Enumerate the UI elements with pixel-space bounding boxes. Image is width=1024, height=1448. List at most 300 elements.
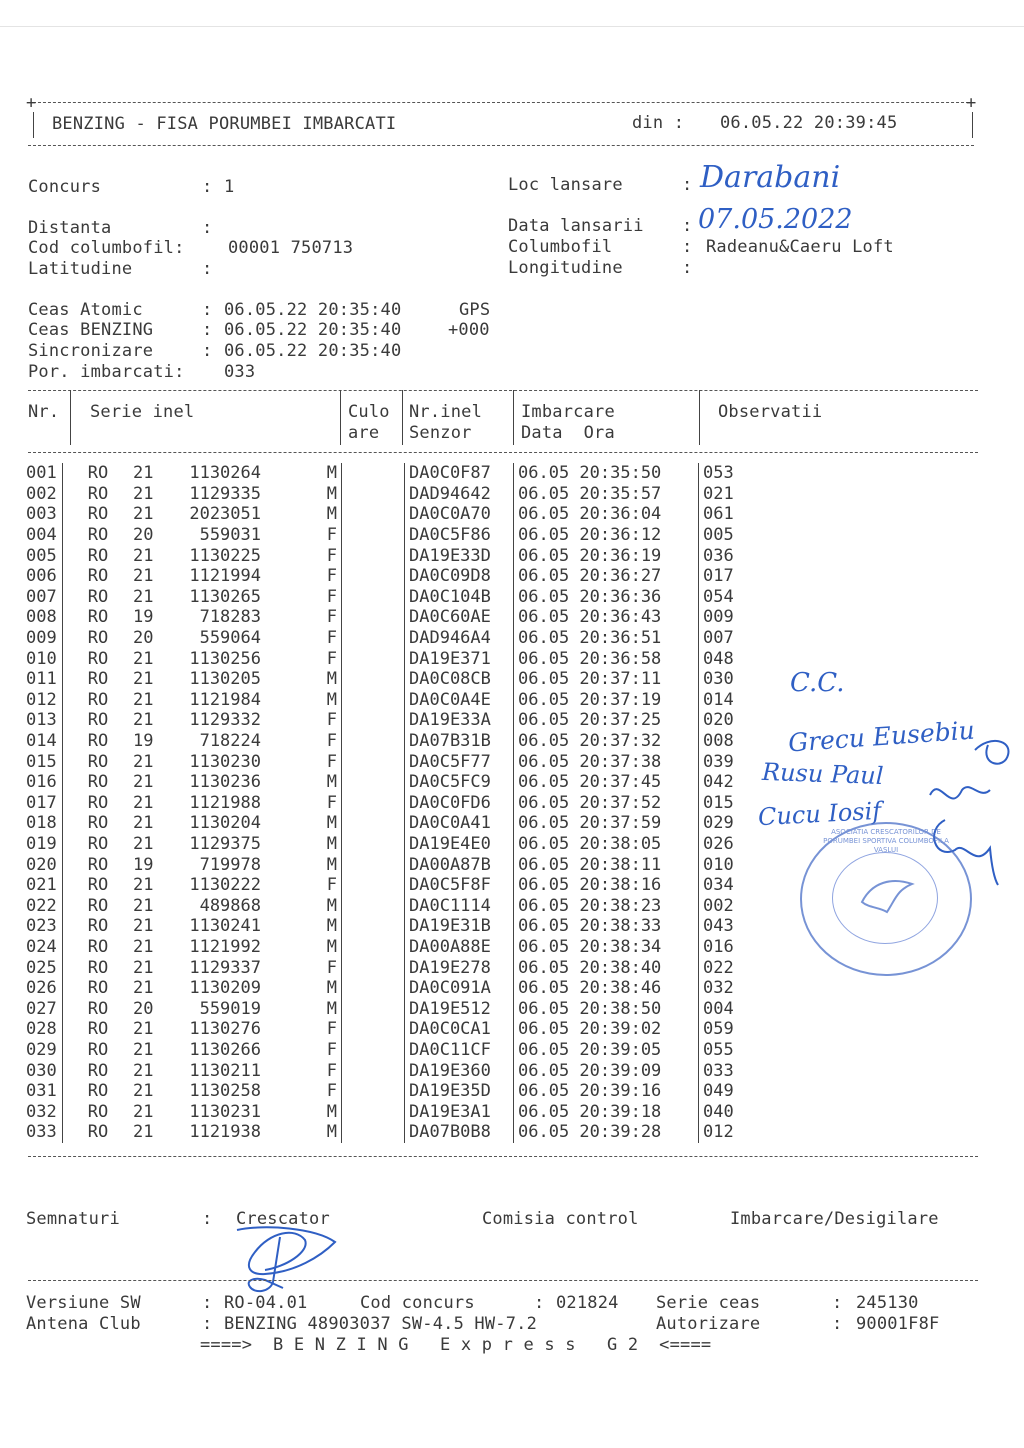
row-number: 030 [26, 1060, 63, 1081]
header-bottom-border [28, 145, 974, 146]
col-header-nrinel-2: Senzor [409, 423, 472, 443]
row-country: RO [87, 916, 109, 937]
row-observatii: 002 [703, 895, 734, 916]
row-year: 21 [133, 751, 154, 772]
row-number: 009 [26, 628, 63, 649]
row-ring-number: 489868 [199, 895, 261, 916]
row-observatii: 016 [703, 936, 734, 957]
row-observatii: 034 [703, 875, 734, 896]
row-sensor: DA0C0A4E [405, 690, 514, 711]
row-number: 008 [26, 607, 63, 628]
row-sensor: DA0C5F86 [405, 525, 514, 546]
row-country: RO [87, 669, 109, 690]
row-observatii: 053 [703, 463, 734, 484]
serie-ceas-value: 245130 [856, 1293, 919, 1313]
row-year: 21 [133, 1101, 154, 1122]
table-row [26, 545, 763, 566]
row-datetime: 06.05 20:36:36 [514, 587, 699, 608]
row-color [342, 854, 405, 875]
row-sensor: DA0C5F8F [405, 875, 514, 896]
row-ring-number: 1130241 [189, 916, 261, 937]
row-sex: F [261, 566, 342, 587]
row-sensor: DA0C5F77 [405, 751, 514, 772]
row-number: 007 [26, 587, 63, 608]
row-year: 21 [133, 504, 154, 525]
col-header-nrinel-1: Nr.inel [409, 402, 483, 422]
row-color [342, 545, 405, 566]
table-row [26, 1019, 763, 1040]
row-datetime: 06.05 20:36:51 [514, 628, 699, 649]
header-date-label: din : [632, 113, 685, 133]
row-color [342, 1122, 405, 1143]
header-top-border [28, 102, 974, 103]
col-header-serie: Serie inel [90, 402, 195, 422]
versiune-label: Versiune SW [26, 1293, 141, 1313]
row-year: 19 [133, 854, 154, 875]
club-stamp [800, 822, 972, 976]
columbofil-colon: : [682, 237, 693, 257]
table-row [26, 813, 763, 834]
row-country: RO [87, 936, 109, 957]
row-sex: F [261, 1060, 342, 1081]
row-color [342, 772, 405, 793]
row-datetime: 06.05 20:39:28 [514, 1122, 699, 1143]
row-number: 016 [26, 772, 63, 793]
row-country: RO [87, 978, 109, 999]
row-ring-number: 718283 [199, 607, 261, 628]
ceas-benzing-colon: : [202, 320, 213, 340]
row-observatii: 042 [703, 772, 734, 793]
row-observatii: 040 [703, 1101, 734, 1122]
row-year: 21 [133, 648, 154, 669]
row-country: RO [87, 504, 109, 525]
row-year: 21 [133, 669, 154, 690]
row-datetime: 06.05 20:37:38 [514, 751, 699, 772]
row-datetime: 06.05 20:36:12 [514, 525, 699, 546]
imbarcati-label: Por. imbarcati: [28, 362, 185, 382]
row-number: 024 [26, 937, 63, 958]
row-year: 21 [133, 916, 154, 937]
row-observatii: 054 [703, 586, 734, 607]
row-ring-number: 1130265 [189, 586, 261, 607]
row-color [342, 957, 405, 978]
autorizare-label: Autorizare [656, 1314, 761, 1334]
row-sensor: DA19E4E0 [405, 834, 514, 855]
row-ring-number: 1130205 [189, 669, 261, 690]
row-number: 015 [26, 751, 63, 772]
table-row [26, 504, 763, 525]
row-color [342, 587, 405, 608]
row-datetime: 06.05 20:35:57 [514, 484, 699, 505]
commission-name-1: Grecu Eusebiu [787, 715, 976, 758]
row-year: 21 [133, 792, 154, 813]
row-sex: M [261, 895, 342, 916]
row-year: 21 [133, 1019, 154, 1040]
table-row [26, 854, 763, 875]
longitudine-colon: : [682, 258, 693, 278]
ceas-atomic-label: Ceas Atomic [28, 300, 143, 320]
row-datetime: 06.05 20:36:04 [514, 504, 699, 525]
pigeon-table-body [26, 463, 763, 1143]
row-sensor: DA0C0F87 [405, 463, 514, 484]
row-year: 21 [133, 772, 154, 793]
row-year: 21 [133, 895, 154, 916]
table-row [26, 998, 763, 1019]
row-sex: M [261, 998, 342, 1019]
row-datetime: 06.05 20:37:59 [514, 813, 699, 834]
row-observatii: 014 [703, 689, 734, 710]
row-sensor: DA19E35D [405, 1081, 514, 1102]
table-row [26, 463, 763, 484]
row-sex: M [261, 937, 342, 958]
row-sensor: DA0C08CB [405, 669, 514, 690]
row-sensor: DA0C11CF [405, 1040, 514, 1061]
row-country: RO [87, 545, 109, 566]
header-left-border [33, 112, 34, 138]
stamp-text: ASOCIATIA CRESCATORILOR DE PORUMBEI SPORTIVA COLUMBOFILA VASLUI [823, 828, 949, 854]
row-country: RO [87, 854, 109, 875]
ceas-atomic-suffix: GPS [459, 300, 491, 320]
row-color [342, 875, 405, 896]
row-sensor: DA19E33A [405, 710, 514, 731]
row-ring-number: 559019 [199, 998, 261, 1019]
table-header-sep-2 [340, 390, 341, 445]
concurs-label: Concurs [28, 177, 102, 197]
row-year: 21 [133, 1081, 154, 1102]
row-sex: F [261, 545, 342, 566]
row-number: 001 [26, 463, 63, 484]
row-observatii: 033 [703, 1060, 734, 1081]
row-sensor: DAD94642 [405, 484, 514, 505]
row-datetime: 06.05 20:38:46 [514, 978, 699, 999]
row-observatii: 010 [703, 854, 734, 875]
cod-concurs-value: 021824 [556, 1293, 619, 1313]
row-sensor: DA19E278 [405, 957, 514, 978]
antena-value: BENZING 48903037 SW-4.5 HW-7.2 [224, 1314, 538, 1334]
row-observatii: 015 [703, 792, 734, 813]
row-sex: M [261, 854, 342, 875]
row-sex: M [261, 690, 342, 711]
table-row [26, 916, 763, 937]
row-year: 21 [133, 566, 154, 587]
row-color [342, 1040, 405, 1061]
row-country: RO [87, 1019, 109, 1040]
row-number: 027 [26, 998, 63, 1019]
versiune-colon: : [202, 1293, 213, 1313]
row-ring-number: 1130266 [189, 1039, 261, 1060]
row-sex: M [261, 813, 342, 834]
row-color [342, 937, 405, 958]
row-sensor: DA0C1114 [405, 895, 514, 916]
row-number: 029 [26, 1040, 63, 1061]
data-lansarii-handwritten: 07.05.2022 [698, 204, 853, 235]
row-year: 21 [133, 833, 154, 854]
row-color [342, 998, 405, 1019]
table-header-bottom-border [28, 452, 978, 453]
row-color [342, 1060, 405, 1081]
table-row [26, 525, 763, 546]
col-header-imbarcare-1: Imbarcare [521, 402, 615, 422]
row-country: RO [87, 586, 109, 607]
row-year: 20 [133, 525, 154, 546]
row-color [342, 834, 405, 855]
row-datetime: 06.05 20:37:45 [514, 772, 699, 793]
distanta-label: Distanta [28, 218, 112, 238]
row-country: RO [87, 1122, 109, 1143]
row-ring-number: 1130236 [189, 772, 261, 793]
row-sensor: DAD946A4 [405, 628, 514, 649]
table-row [26, 690, 763, 711]
row-ring-number: 1130231 [189, 1101, 261, 1122]
row-sex: F [261, 1019, 342, 1040]
row-number: 011 [26, 669, 63, 690]
row-observatii: 005 [703, 525, 734, 546]
table-row [26, 772, 763, 793]
row-number: 004 [26, 525, 63, 546]
comisia-control-label: Comisia control [482, 1209, 639, 1229]
pigeon-table [26, 463, 763, 1143]
row-observatii: 026 [703, 833, 734, 854]
row-datetime: 06.05 20:38:34 [514, 937, 699, 958]
commission-mark: C.C. [790, 668, 845, 698]
row-country: RO [87, 751, 109, 772]
row-color [342, 607, 405, 628]
table-header-sep-1 [70, 390, 71, 445]
sincronizare-value: 06.05.22 20:35:40 [224, 341, 402, 361]
row-datetime: 06.05 20:39:09 [514, 1060, 699, 1081]
row-country: RO [87, 710, 109, 731]
row-number: 022 [26, 895, 63, 916]
distanta-colon: : [202, 218, 213, 238]
table-row [26, 1040, 763, 1061]
row-ring-number: 1129337 [189, 957, 261, 978]
row-number: 010 [26, 648, 63, 669]
row-color [342, 504, 405, 525]
row-ring-number: 559064 [199, 628, 261, 649]
row-number: 031 [26, 1081, 63, 1102]
row-sensor: DA00A88E [405, 937, 514, 958]
row-country: RO [87, 957, 109, 978]
row-ring-number: 1130258 [189, 1081, 261, 1102]
row-observatii: 061 [703, 504, 734, 525]
row-sensor: DA19E3A1 [405, 1101, 514, 1122]
row-country: RO [87, 483, 109, 504]
row-sex: M [261, 1101, 342, 1122]
table-row [26, 566, 763, 587]
cod-columbofil-label: Cod columbofil: [28, 238, 185, 258]
col-header-imbarcare-2: Data Ora [521, 423, 615, 443]
row-year: 21 [133, 957, 154, 978]
row-datetime: 06.05 20:36:27 [514, 566, 699, 587]
table-row [26, 895, 763, 916]
col-header-observatii: Observatii [718, 402, 823, 422]
row-sex: M [261, 504, 342, 525]
row-datetime: 06.05 20:37:19 [514, 690, 699, 711]
table-bottom-border [28, 1156, 978, 1157]
row-number: 012 [26, 690, 63, 711]
row-year: 21 [133, 1060, 154, 1081]
row-datetime: 06.05 20:39:16 [514, 1081, 699, 1102]
col-header-culoare-1: Culo [348, 402, 390, 422]
row-ring-number: 1129335 [189, 483, 261, 504]
sincronizare-colon: : [202, 341, 213, 361]
row-observatii: 036 [703, 545, 734, 566]
row-ring-number: 1121938 [189, 1122, 261, 1143]
row-datetime: 06.05 20:38:16 [514, 875, 699, 896]
row-number: 013 [26, 710, 63, 731]
row-year: 21 [133, 710, 154, 731]
cod-concurs-colon: : [534, 1293, 545, 1313]
row-country: RO [87, 463, 109, 484]
row-year: 21 [133, 545, 154, 566]
row-observatii: 048 [703, 648, 734, 669]
row-year: 21 [133, 586, 154, 607]
row-number: 017 [26, 793, 63, 814]
row-ring-number: 1121984 [189, 689, 261, 710]
row-year: 21 [133, 875, 154, 896]
concurs-colon: : [202, 177, 213, 197]
table-row [26, 628, 763, 649]
table-row [26, 1060, 763, 1081]
table-row [26, 751, 763, 772]
row-color [342, 710, 405, 731]
row-sex: F [261, 1040, 342, 1061]
autorizare-value: 90001F8F [856, 1314, 940, 1334]
row-color [342, 1019, 405, 1040]
table-row [26, 648, 763, 669]
row-year: 19 [133, 731, 154, 752]
row-year: 21 [133, 813, 154, 834]
columbofil-label: Columbofil [508, 237, 613, 257]
ceas-benzing-suffix: +000 [448, 320, 490, 340]
footer-top-border [28, 1280, 978, 1281]
row-sex: F [261, 1081, 342, 1102]
row-sex: M [261, 978, 342, 999]
col-header-nr: Nr. [28, 402, 60, 422]
row-ring-number: 719978 [199, 854, 261, 875]
row-datetime: 06.05 20:36:43 [514, 607, 699, 628]
row-observatii: 017 [703, 566, 734, 587]
row-color [342, 628, 405, 649]
row-ring-number: 1130256 [189, 648, 261, 669]
table-row [26, 1081, 763, 1102]
table-row [26, 1122, 763, 1143]
row-observatii: 059 [703, 1019, 734, 1040]
table-top-border [28, 390, 978, 391]
antena-label: Antena Club [26, 1314, 141, 1334]
row-color [342, 525, 405, 546]
scan-edge-line [0, 26, 1024, 27]
table-row [26, 587, 763, 608]
row-color [342, 669, 405, 690]
row-sensor: DA0C60AE [405, 607, 514, 628]
row-sensor: DA07B31B [405, 731, 514, 752]
row-number: 003 [26, 504, 63, 525]
ceas-atomic-value: 06.05.22 20:35:40 [224, 300, 402, 320]
crescator-label: Crescator [236, 1209, 330, 1229]
row-datetime: 06.05 20:37:52 [514, 793, 699, 814]
header-corner-left: + [26, 93, 37, 113]
semnaturi-label: Semnaturi [26, 1209, 120, 1229]
row-country: RO [87, 895, 109, 916]
row-datetime: 06.05 20:38:23 [514, 895, 699, 916]
row-sensor: DA00A87B [405, 854, 514, 875]
row-number: 002 [26, 484, 63, 505]
table-header-sep-4 [513, 390, 514, 445]
row-sensor: DA07B0B8 [405, 1122, 514, 1143]
table-row [26, 607, 763, 628]
row-color [342, 793, 405, 814]
row-ring-number: 1121988 [189, 792, 261, 813]
row-sensor: DA0C0A70 [405, 504, 514, 525]
header-corner-right: + [966, 93, 977, 113]
row-datetime: 06.05 20:36:58 [514, 648, 699, 669]
table-header-sep-5 [699, 390, 700, 445]
row-year: 20 [133, 628, 154, 649]
table-row [26, 834, 763, 855]
data-lansarii-label: Data lansarii [508, 216, 644, 236]
row-sex: F [261, 793, 342, 814]
row-datetime: 06.05 20:36:19 [514, 545, 699, 566]
row-datetime: 06.05 20:37:32 [514, 731, 699, 752]
data-lansarii-colon: : [682, 216, 693, 236]
row-color [342, 484, 405, 505]
row-sensor: DA19E31B [405, 916, 514, 937]
cod-concurs-label: Cod concurs [360, 1293, 475, 1313]
sincronizare-label: Sincronizare [28, 341, 154, 361]
latitudine-colon: : [202, 259, 213, 279]
row-country: RO [87, 731, 109, 752]
header-right-border [972, 112, 973, 138]
row-datetime: 06.05 20:39:05 [514, 1040, 699, 1061]
table-row [26, 793, 763, 814]
imbarcati-value: 033 [224, 362, 256, 382]
row-sensor: DA19E371 [405, 648, 514, 669]
row-sex: M [261, 1122, 342, 1143]
row-observatii: 039 [703, 751, 734, 772]
row-country: RO [87, 525, 109, 546]
row-country: RO [87, 833, 109, 854]
row-sensor: DA0C09D8 [405, 566, 514, 587]
row-country: RO [87, 566, 109, 587]
row-sensor: DA0C0FD6 [405, 793, 514, 814]
imbarcare-desigilare-label: Imbarcare/Desigilare [730, 1209, 939, 1229]
row-sex: M [261, 772, 342, 793]
row-ring-number: 1129375 [189, 833, 261, 854]
row-sensor: DA0C104B [405, 587, 514, 608]
row-sex: M [261, 484, 342, 505]
row-ring-number: 1130276 [189, 1019, 261, 1040]
row-color [342, 916, 405, 937]
row-observatii: 032 [703, 978, 734, 999]
cod-columbofil-value: 00001 750713 [228, 238, 354, 258]
row-datetime: 06.05 20:38:50 [514, 998, 699, 1019]
latitudine-label: Latitudine [28, 259, 133, 279]
row-year: 21 [133, 936, 154, 957]
row-sex: M [261, 463, 342, 484]
row-number: 021 [26, 875, 63, 896]
serie-ceas-label: Serie ceas [656, 1293, 761, 1313]
row-year: 19 [133, 607, 154, 628]
row-country: RO [87, 648, 109, 669]
row-sensor: DA0C091A [405, 978, 514, 999]
row-ring-number: 1130225 [189, 545, 261, 566]
ceas-benzing-value: 06.05.22 20:35:40 [224, 320, 402, 340]
row-observatii: 043 [703, 916, 734, 937]
row-country: RO [87, 1060, 109, 1081]
row-year: 21 [133, 463, 154, 484]
row-sex: F [261, 607, 342, 628]
